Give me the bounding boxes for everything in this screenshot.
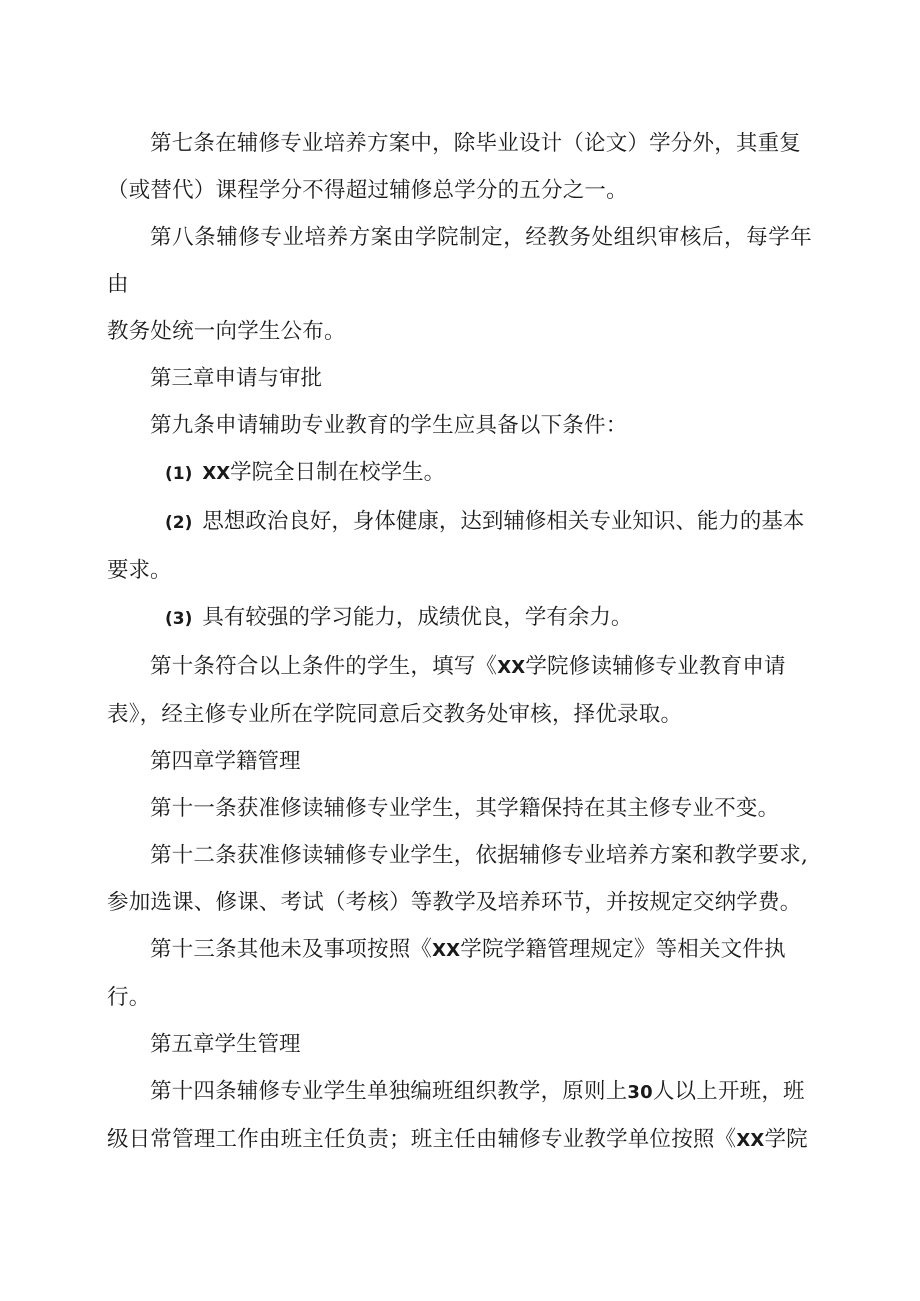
article-7-line-2: （或替代）课程学分不得超过辅修总学分的五分之一。 [107,178,628,203]
article-12-line-1: 第十二条获准修读辅修专业学生，依据辅修专业培养方案和教学要求, [150,843,809,868]
condition-item-1 [107,449,812,498]
article-13-line-2: 行。 [107,985,151,1010]
article-14-line-1: 第十四条辅修专业学生单独编班组织教学，原则上30人以上开班，班 [150,1079,805,1104]
item-number: (2) [165,513,193,533]
article-12-line-2: 参加选课、修课、考试（考核）等教学及培养环节，并按规定交纳学费。 [107,890,802,915]
article-8 [107,214,812,355]
item-number: (3) [165,609,193,629]
article-10-line-1: 第十条符合以上条件的学生，填写《XX学院修读辅修专业教育申请 [150,654,786,679]
article-10-line-2: 表》，经主修专业所在学院同意后交教务处审核，择优录取。 [107,702,683,727]
article-11 [107,785,812,832]
condition-item-2-line-2: 要求。 [107,558,172,583]
item-number: (1) [165,464,193,484]
article-9 [107,402,812,449]
chapter-3-heading: 第三章申请与审批 [150,366,323,391]
article-12 [107,832,812,926]
article-14-line-2: 级日常管理工作由班主任负责；班主任由辅修专业教学单位按照《XX学院 [107,1127,808,1152]
chapter-5-heading: 第五章学生管理 [150,1032,301,1057]
article-10 [107,643,812,738]
condition-item-1-text: XX学院全日制在校学生。 [202,460,446,485]
article-7 [107,120,812,214]
article-9-line-1: 第九条申请辅助专业教育的学生应具备以下条件： [150,413,628,438]
condition-item-2-line-1: 思想政治良好，身体健康，达到辅修相关专业知识、能力的基本 [202,509,805,534]
article-8-line-1: 第八条辅修专业培养方案由学院制定，经教务处组织审核后，每学年由 [107,225,812,297]
document-body [107,120,812,1164]
article-7-line-1: 第七条在辅修专业培养方案中，除毕业设计（论文）学分外，其重复 [150,131,802,156]
article-14 [107,1068,812,1164]
chapter-4-heading: 第四章学籍管理 [150,749,301,774]
article-8-line-2: 教务处统一向学生公布。 [107,319,346,344]
article-13-line-1: 第十三条其他未及事项按照《XX学院学籍管理规定》等相关文件执 [150,937,786,962]
condition-item-2 [107,498,812,594]
article-11-line-1: 第十一条获准修读辅修专业学生，其学籍保持在其主修专业不变。 [150,796,780,821]
condition-item-3 [107,594,812,643]
condition-item-3-text: 具有较强的学习能力，成绩优良，学有余力。 [202,605,633,630]
article-13 [107,926,812,1021]
